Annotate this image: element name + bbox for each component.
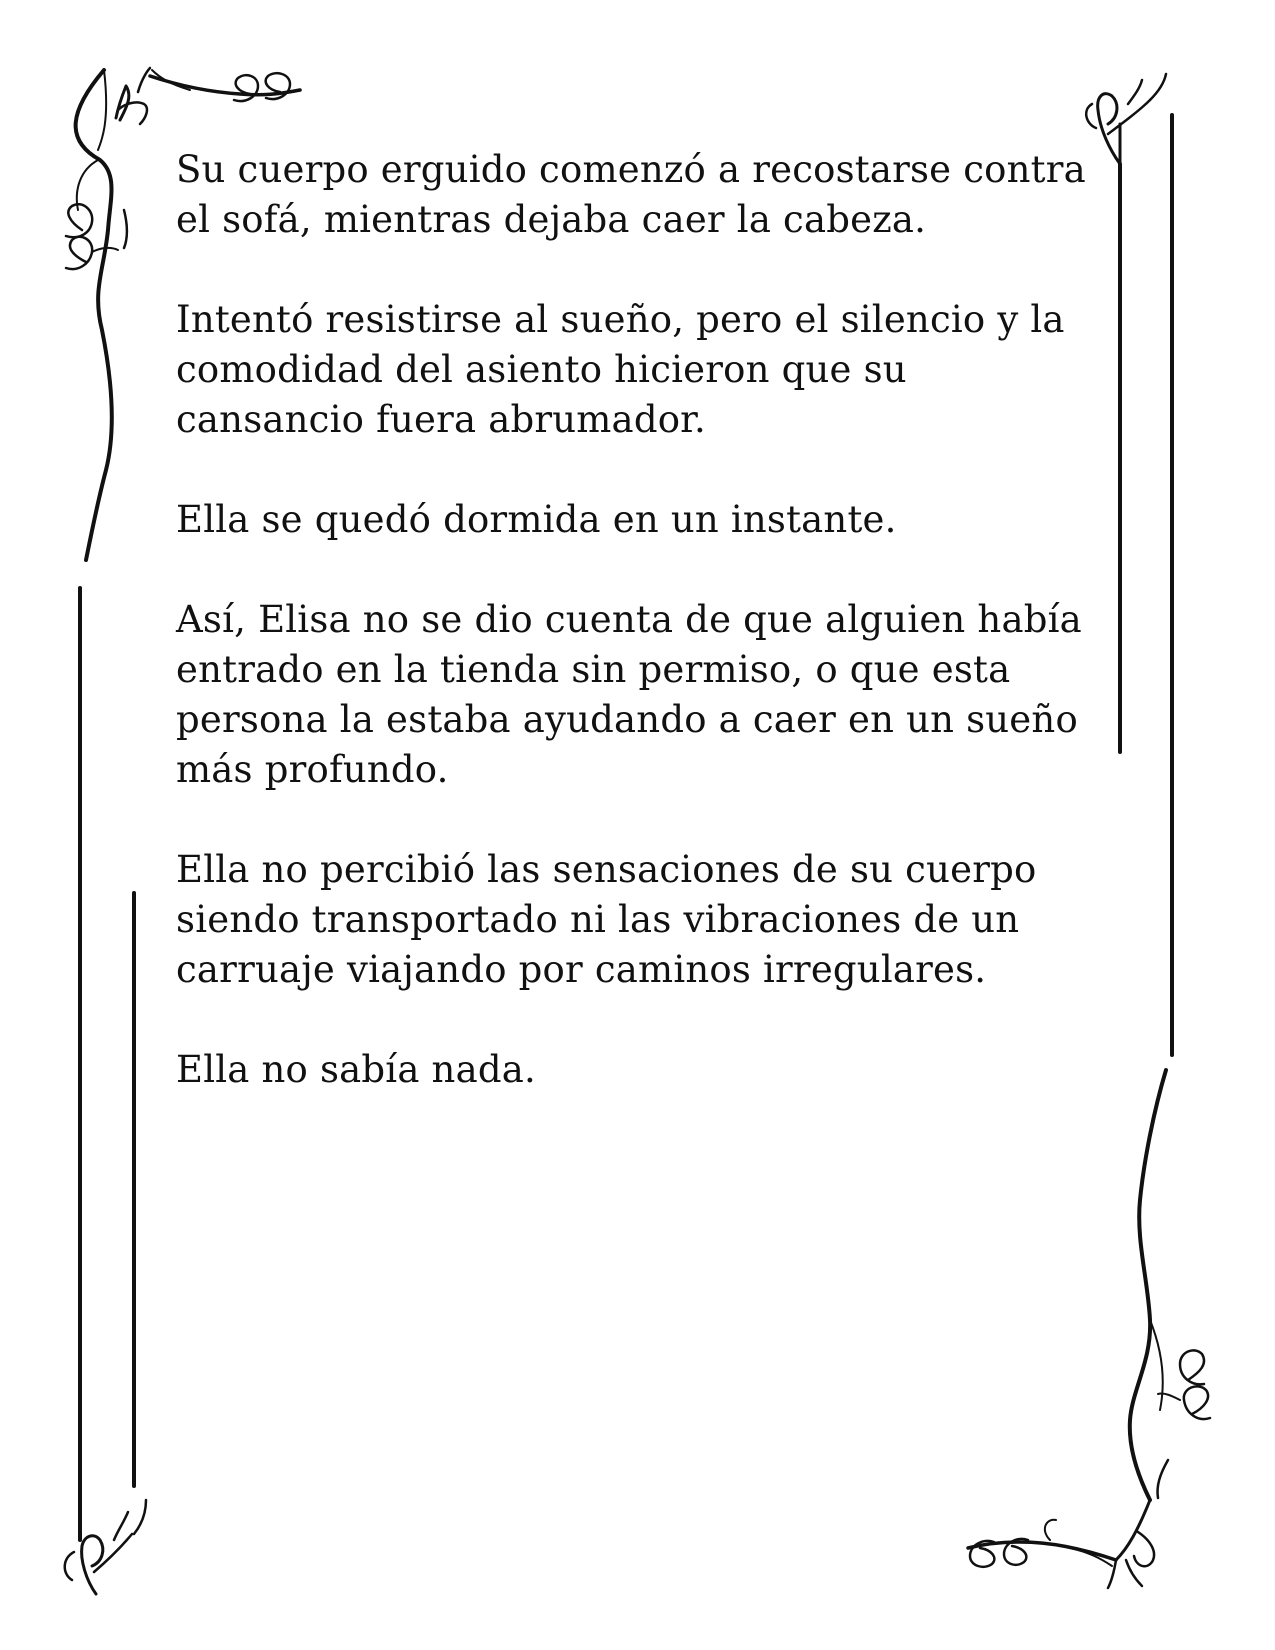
story-text bbox=[176, 145, 1106, 1145]
text-line: más profundo. bbox=[176, 748, 449, 791]
text-line: siendo transportado ni las vibraciones de un bbox=[176, 898, 1020, 941]
paragraph-2 bbox=[176, 295, 1106, 445]
flourish-bottom-right-icon bbox=[968, 1070, 1210, 1588]
text-line: comodidad del asiento hicieron que su bbox=[176, 348, 907, 391]
text-line: Ella no percibió las sensaciones de su cuerpo bbox=[176, 848, 1037, 891]
text-line: Intentó resistirse al sueño, pero el silencio y la bbox=[176, 298, 1065, 341]
text-line: entrado en la tienda sin permiso, o que esta bbox=[176, 648, 1011, 691]
paragraph-5 bbox=[176, 845, 1106, 995]
text-line: el sofá, mientras dejaba caer la cabeza. bbox=[176, 198, 927, 241]
text-line: cansancio fuera abrumador. bbox=[176, 398, 706, 441]
text-line: persona la estaba ayudando a caer en un sueño bbox=[176, 698, 1078, 741]
paragraph-1 bbox=[176, 145, 1106, 245]
text-line: carruaje viajando por caminos irregulares. bbox=[176, 948, 987, 991]
paragraph-6 bbox=[176, 1045, 1106, 1095]
paragraph-3 bbox=[176, 495, 1106, 545]
paragraph-4 bbox=[176, 595, 1106, 795]
text-line: Su cuerpo erguido comenzó a recostarse contra bbox=[176, 148, 1086, 191]
flourish-bottom-left-icon bbox=[65, 1500, 146, 1594]
text-line: Ella no sabía nada. bbox=[176, 1048, 536, 1091]
text-line: Ella se quedó dormida en un instante. bbox=[176, 498, 897, 541]
text-line: Así, Elisa no se dio cuenta de que alguien había bbox=[176, 598, 1082, 641]
